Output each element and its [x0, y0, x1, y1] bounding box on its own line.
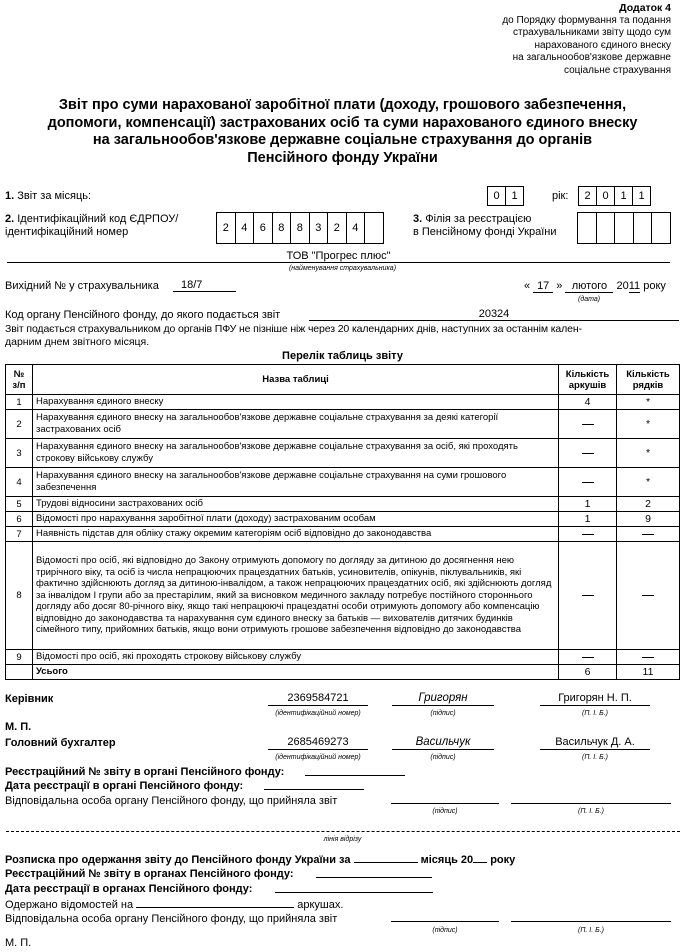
date-year-prefix: 20	[616, 280, 629, 292]
appendix-note	[502, 2, 671, 77]
quote-close: »	[556, 280, 563, 292]
receipt-received-label	[5, 898, 343, 911]
receipt-responsible-label: Відповідальна особа органу Пенсійного фонду, що прийняла звіт	[5, 913, 338, 925]
row-rows[interactable]: *	[617, 410, 680, 439]
receipt-year-field[interactable]	[473, 853, 487, 863]
edrpou-digit[interactable]: 6	[253, 212, 273, 244]
branch-cells	[578, 212, 671, 244]
branch-digit[interactable]	[614, 212, 634, 244]
accountant-id[interactable]: 2685469273	[268, 736, 368, 750]
caption-id: (ідентифікаційний номер)	[275, 710, 361, 717]
row-sheets[interactable]: 4	[559, 395, 617, 410]
receipt-responsible-name[interactable]	[511, 912, 671, 922]
appendix-line: на загальнообов'язкове державне	[512, 52, 671, 63]
caption-name: (П. І. Б.)	[578, 927, 604, 934]
date-day[interactable]: 17	[533, 280, 553, 293]
dash-mark	[582, 595, 594, 596]
table-row	[6, 650, 680, 665]
row-rows[interactable]: 2	[617, 497, 680, 512]
receipt-reg-no-field[interactable]	[316, 868, 432, 878]
title-line: Звіт про суми нарахованої заробітної плати (доходу, грошового забезпечення,	[58, 97, 627, 113]
row-sheets[interactable]	[559, 527, 617, 542]
accountant-name[interactable]: Васильчук Д. А.	[540, 736, 650, 750]
head-id[interactable]: 2369584721	[268, 692, 368, 706]
total-rows[interactable]: 11	[617, 665, 680, 680]
insurer-caption: (найменування страхувальника)	[288, 265, 397, 272]
row-rows[interactable]: 9	[617, 512, 680, 527]
table-row	[6, 512, 680, 527]
quote-open: «	[524, 280, 531, 292]
date-caption: (дата)	[578, 296, 601, 303]
row-sheets[interactable]: 1	[559, 497, 617, 512]
tables-list-title: Перелік таблиць звіту	[282, 350, 403, 362]
head-signature[interactable]: Григорян	[392, 692, 494, 706]
row-name: Відомості про нарахування заробітної плати (доходу) застрахованим особам	[32, 512, 558, 527]
outgoing-date	[524, 280, 666, 293]
row-name: Нарахування єдиного внеску на загальнообов'язкове державне соціальне страхування за деякі категорії застрахованих осіб	[32, 410, 558, 439]
year-cells	[579, 186, 651, 206]
outgoing-label: Вихідний № у страхувальника	[5, 280, 159, 292]
receipt-stamp-place: М. П.	[5, 937, 32, 949]
header-sheets	[559, 365, 617, 395]
pfu-reg-date-label: Дата реєстрації в органі Пенсійного фонду:	[5, 780, 244, 792]
edrpou-digit[interactable]: 8	[272, 212, 292, 244]
accountant-label: Головний бухгалтер	[5, 737, 116, 749]
row-number: 3	[6, 439, 33, 468]
outgoing-number-value: 18/7	[181, 279, 203, 291]
header-name: Назва таблиці	[32, 365, 558, 395]
pfu-responsible-signature[interactable]	[391, 794, 499, 804]
head-label: Керівник	[5, 693, 54, 705]
row-name: Трудові відносини застрахованих осіб	[32, 497, 558, 512]
year-label: рік:	[552, 190, 569, 202]
row-name: Відомості про осіб, які проходять строкову військову службу	[32, 650, 558, 665]
title-line: допомоги, компенсації) застрахованих осіб та суми нарахованого єдиного внеску	[47, 114, 638, 131]
row-name: Нарахування єдиного внеску	[32, 395, 558, 410]
total-empty-cell	[6, 665, 33, 680]
receipt-title-text: року	[490, 854, 516, 866]
row-number: 7	[6, 527, 33, 542]
deadline-note	[5, 323, 681, 349]
label-number: 3.	[413, 213, 423, 225]
receipt-reg-date-field[interactable]	[275, 883, 433, 893]
row-number: 9	[6, 650, 33, 665]
edrpou-digit[interactable]: 4	[235, 212, 255, 244]
receipt-title	[5, 853, 515, 866]
date-year-suffix[interactable]: 11	[628, 280, 641, 292]
pfu-responsible-name[interactable]	[511, 794, 671, 804]
appendix-line: страхувальниками звіту щодо сум	[513, 27, 671, 38]
row-rows[interactable]	[617, 650, 680, 665]
row-rows[interactable]: *	[617, 468, 680, 497]
month-digit[interactable]: 0	[487, 186, 506, 206]
row-number: 5	[6, 497, 33, 512]
year-digit[interactable]: 1	[614, 186, 633, 206]
caption-name: (П. І. Б.)	[578, 808, 604, 815]
label-text: в Пенсійному фонді України	[413, 226, 557, 238]
appendix-line: нарахованого єдиного внеску	[534, 39, 671, 51]
appendix-title: Додаток 4	[619, 2, 671, 14]
row-sheets[interactable]	[559, 410, 617, 439]
receipt-reg-no-label: Реєстраційний № звіту в органах Пенсійного фонду:	[5, 868, 294, 880]
row-name: Нарахування єдиного внеску на загальнообов'язкове державне соціальне страхування на суми грошового забезпечення	[32, 468, 558, 497]
row-sheets[interactable]	[559, 468, 617, 497]
total-sheets[interactable]: 6	[559, 665, 617, 680]
caption-name: (П. І. Б.)	[582, 710, 608, 717]
header-text: з/п	[12, 379, 26, 391]
cut-line	[6, 831, 680, 832]
header-text: рядків	[632, 379, 664, 391]
row-number: 4	[6, 468, 33, 497]
dash-mark	[582, 657, 594, 658]
total-label: Усього	[32, 665, 558, 680]
pfu-responsible-label: Відповідальна особа органу Пенсійного фонду, що прийняла звіт	[5, 795, 338, 807]
dash-mark	[642, 657, 654, 658]
edrpou-cells	[217, 212, 384, 244]
receipt-month-field[interactable]	[354, 853, 418, 863]
dash-mark	[582, 482, 594, 483]
table-row	[6, 395, 680, 410]
caption-signature: (підпис)	[430, 754, 456, 761]
dash-mark	[582, 424, 594, 425]
receipt-title-text: Розписка про одержання звіту до Пенсійного фонду України за	[5, 854, 351, 866]
table-row	[6, 497, 680, 512]
row-number: 1	[6, 395, 33, 410]
title-line: на загальнообов'язкове державне соціальне страхування до органів	[92, 132, 593, 148]
row-rows[interactable]	[617, 527, 680, 542]
edrpou-digit[interactable]: 8	[290, 212, 310, 244]
label-text: Ідентифікаційний код ЄДРПОУ/	[17, 213, 179, 225]
receipt-sheets-field[interactable]	[136, 898, 294, 908]
edrpou-digit[interactable]: 2	[216, 212, 236, 244]
branch-digit[interactable]	[651, 212, 671, 244]
row-rows[interactable]: *	[617, 395, 680, 410]
stamp-place: М. П.	[5, 721, 32, 733]
pfu-reg-no-label: Реєстраційний № звіту в органі Пенсійного фонду:	[5, 766, 285, 778]
row-sheets[interactable]: 1	[559, 512, 617, 527]
branch-label	[413, 213, 557, 239]
year-digit[interactable]: 2	[578, 186, 597, 206]
pfu-code-value[interactable]: 20324	[309, 308, 679, 321]
receipt-received-text: аркушах.	[297, 899, 344, 911]
month-digit[interactable]: 1	[505, 186, 524, 206]
accountant-signature[interactable]: Васильчук	[392, 736, 494, 750]
label-number: 1.	[5, 190, 15, 202]
row-number: 8	[6, 542, 33, 650]
table-total-row	[6, 665, 680, 680]
year-digit[interactable]: 0	[596, 186, 615, 206]
table-row	[6, 410, 680, 439]
receipt-responsible-signature[interactable]	[391, 912, 499, 922]
row-sheets[interactable]	[559, 439, 617, 468]
row-name: Нарахування єдиного внеску на загальнообов'язкове державне соціальне страхування за осіб, які проходять строкову військову службу	[32, 439, 558, 468]
row-rows[interactable]	[617, 542, 680, 650]
row-number: 2	[6, 410, 33, 439]
dash-mark	[582, 453, 594, 454]
pfu-reg-no-field[interactable]	[305, 766, 405, 776]
header-text: №	[13, 368, 25, 380]
caption-signature: (підпис)	[432, 808, 458, 815]
label-text: Філія за реєстрацією	[425, 213, 532, 225]
receipt-title-text: місяць 20	[420, 854, 474, 866]
table-row	[6, 439, 680, 468]
branch-digit[interactable]	[633, 212, 653, 244]
header-no	[6, 365, 33, 395]
label-text: Звіт за місяць:	[17, 190, 92, 202]
edrpou-digit[interactable]: 3	[309, 212, 329, 244]
appendix-line: соціальне страхування	[563, 64, 671, 76]
year-word: року	[643, 280, 666, 292]
caption-id: (ідентифікаційний номер)	[275, 754, 361, 761]
edrpou-label	[5, 213, 178, 239]
table-header-row	[6, 365, 680, 395]
row-rows[interactable]: *	[617, 439, 680, 468]
table-row	[6, 527, 680, 542]
branch-digit[interactable]	[596, 212, 616, 244]
header-text: Кількість	[565, 368, 610, 380]
month-cells	[488, 186, 524, 206]
branch-digit[interactable]	[577, 212, 597, 244]
appendix-line: до Порядку формування та подання	[502, 14, 671, 26]
row-number: 6	[6, 512, 33, 527]
tables-list	[5, 364, 680, 680]
caption-signature: (підпис)	[430, 710, 456, 717]
edrpou-digit[interactable]: 4	[346, 212, 366, 244]
dash-mark	[642, 534, 654, 535]
year-digit[interactable]: 1	[632, 186, 651, 206]
document-title	[0, 97, 685, 167]
date-month[interactable]: лютого	[565, 280, 613, 293]
deadline-note-line: Звіт подається страхувальником до органів ПФУ не пізніше ніж через 20 календарних днів, наступних за останнім кален-	[5, 323, 582, 335]
dash-mark	[642, 595, 654, 596]
label-number: 2.	[5, 213, 15, 225]
edrpou-digit[interactable]	[364, 212, 384, 244]
insurer-name-line	[7, 251, 670, 263]
edrpou-digit[interactable]: 2	[327, 212, 347, 244]
pfu-code-label: Код органу Пенсійного фонду, до якого подається звіт	[5, 309, 281, 321]
receipt-reg-date-label: Дата реєстрації в органах Пенсійного фонду:	[5, 883, 253, 895]
report-month-label	[5, 190, 91, 202]
row-name: Відомості про осіб, які відповідно до Закону отримують допомогу по догляду за дитиною до досягнення нею трирічного віку, та осіб із числа непрацюючих працездатних батьків, усиновителів, опікунів, піклувальників, які фактично здійснюють догляд за дитиною-інвалідом, а також непрацюючих працездатних осіб, які здійснюють догляд за інвалідом I групи або за престарілим, який за висновком медичного закладу потребує постійного стороннього догляду або досяг 80-річного віку, якщо такі непрацюючі працездатні особи отримують допомогу або компенсацію відповідно до законодавства та нарахування сум єдиного внеску за батьків — вихователів дитячих будинків сімейного типу, прийомних батьків, якщо вони отримують грошове забезпечення відповідно до законодавства	[32, 542, 558, 650]
insurer-name[interactable]: ТОВ "Прогрес плюс"	[286, 250, 391, 262]
header-text: Кількість	[626, 368, 670, 380]
row-sheets[interactable]	[559, 542, 617, 650]
caption-name: (П. І. Б.)	[582, 754, 608, 761]
outgoing-number[interactable]	[173, 279, 236, 292]
deadline-note-line: дарним днем звітного місяця.	[5, 336, 150, 348]
row-name: Наявність підстав для обліку стажу окремим категоріям осіб відповідно до законодавства	[32, 527, 558, 542]
table-row	[6, 542, 680, 650]
label-text: ідентифікаційний номер	[5, 226, 129, 238]
caption-signature: (підпис)	[432, 927, 458, 934]
header-text: аркушів	[568, 379, 607, 391]
table-row	[6, 468, 680, 497]
header-rows	[617, 365, 680, 395]
row-sheets[interactable]	[559, 650, 617, 665]
head-name[interactable]: Григорян Н. П.	[540, 692, 650, 706]
cut-line-caption: лінія відрізу	[323, 836, 362, 843]
pfu-reg-date-field[interactable]	[264, 780, 364, 790]
title-line: Пенсійного фонду України	[247, 149, 438, 166]
dash-mark	[582, 534, 594, 535]
receipt-received-text: Одержано відомостей на	[5, 899, 134, 911]
